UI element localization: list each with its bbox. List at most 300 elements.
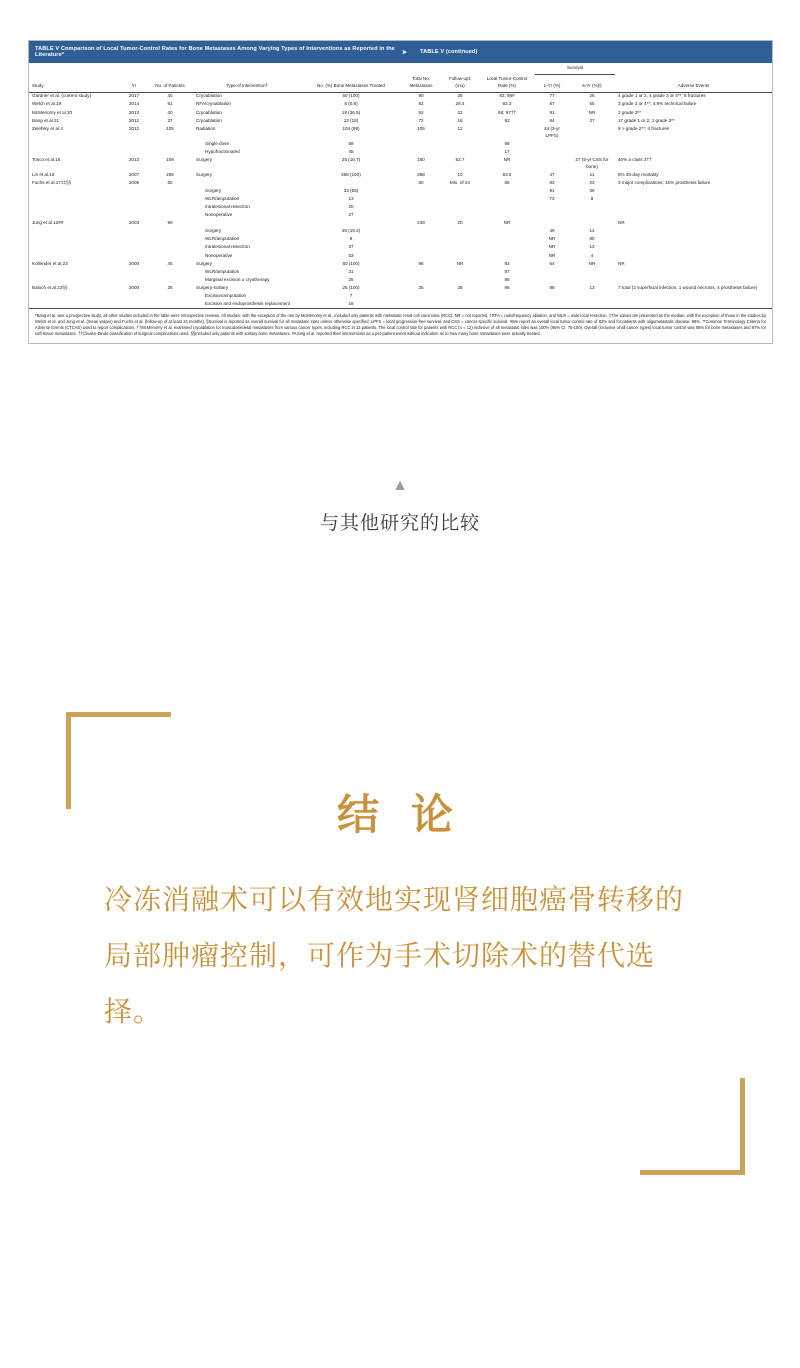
cell-adverse: NR xyxy=(618,220,625,226)
cell-adverse: NR xyxy=(618,260,625,266)
subcell-study xyxy=(29,140,121,148)
figure-caption: 与其他研究的比较 xyxy=(319,513,480,534)
subcell-study xyxy=(29,212,121,220)
subcell-control xyxy=(479,244,535,252)
subcell-intervention: Hypofractionated xyxy=(205,148,240,154)
cell-study: Zelefsky et al.4 xyxy=(32,125,63,131)
cell-patients: 295 xyxy=(166,171,174,177)
cell-bone_mets xyxy=(301,179,401,187)
cell-total: 239 xyxy=(417,220,425,226)
cell-followup: 12 xyxy=(457,125,463,131)
cell-yr5: 13 xyxy=(589,284,595,290)
cell-control: NR xyxy=(503,220,511,226)
subcell-bone_mets: 53 xyxy=(348,252,354,258)
subcell-control xyxy=(479,195,535,203)
col-surv-1yr: 1-Yr (%) xyxy=(535,74,569,92)
cell-control: 92.3 xyxy=(502,101,512,107)
subcell-yr xyxy=(121,236,147,244)
cell-yr: 2000 xyxy=(128,260,140,266)
subcell-followup xyxy=(441,212,479,220)
subcell-yr5: 8 xyxy=(590,195,594,201)
subcell-followup xyxy=(441,187,479,195)
table-card xyxy=(28,40,773,344)
col-intervention: Type of Intervention† xyxy=(193,74,301,92)
subcell-control xyxy=(479,300,535,308)
cell-yr5: 11 xyxy=(589,171,595,177)
table-head-group-row xyxy=(29,63,772,74)
cell-intervention: Surgery xyxy=(196,156,213,162)
subcell-intervention: WLR/amputation xyxy=(205,236,240,242)
subcell-total xyxy=(401,300,441,308)
subcell-yr1: NR xyxy=(548,236,556,242)
table-subrow xyxy=(29,203,772,211)
cell-yr5: 27 (5-yr CSS for bone) xyxy=(575,156,609,169)
subcell-yr1: 91 xyxy=(549,187,555,193)
subcell-yr xyxy=(121,276,147,284)
cell-followup: 22 xyxy=(457,109,463,115)
subcell-yr1 xyxy=(535,300,569,308)
cell-patients: 61 xyxy=(167,101,173,107)
subcell-yr5 xyxy=(569,212,615,220)
subcell-study xyxy=(29,252,121,260)
conclusion-title: 结 论 xyxy=(337,791,463,838)
subcell-adverse xyxy=(615,212,772,220)
cell-bone_mets: 8 (0.8) xyxy=(344,101,358,107)
subcell-total xyxy=(401,228,441,236)
subcell-total xyxy=(401,212,441,220)
subcell-yr xyxy=(121,300,147,308)
subcell-patients xyxy=(147,252,193,260)
table-subrow xyxy=(29,140,772,148)
cell-yr5 xyxy=(569,125,615,140)
cell-study: Jung et al.12## xyxy=(32,220,64,226)
cell-adverse: 4 grade 1 or 2, 4 grade 3 or 4**; 5 fractures xyxy=(618,93,706,99)
table-subrow xyxy=(29,276,772,284)
cell-control: 68; 97†† xyxy=(498,109,516,115)
cell-total: 90 xyxy=(418,93,424,99)
cell-intervention: Radiation xyxy=(196,125,216,131)
subcell-adverse xyxy=(615,148,772,156)
subcell-yr xyxy=(121,203,147,211)
subcell-yr5: 4 xyxy=(590,252,594,258)
cell-followup: Min. of 24 xyxy=(449,179,471,185)
subcell-patients xyxy=(147,236,193,244)
col-yr: Yr xyxy=(121,74,147,92)
table-header-left xyxy=(29,41,413,63)
cell-yr5: 27 xyxy=(589,117,595,123)
table-subrow xyxy=(29,268,772,276)
table-body xyxy=(29,92,772,308)
continue-arrow-icon: ➤ xyxy=(401,49,407,56)
cell-intervention: Surgery xyxy=(196,260,213,266)
subcell-yr5 xyxy=(569,300,615,308)
subcell-yr5 xyxy=(569,148,615,156)
subcell-control: 88 xyxy=(504,140,510,146)
subcell-patients xyxy=(147,195,193,203)
cell-study: McMenomy et al.20 xyxy=(32,109,73,115)
cell-adverse: 40% ≥ class 2†† xyxy=(618,156,652,162)
cell-followup: 35 xyxy=(457,93,463,99)
subcell-study xyxy=(29,203,121,211)
subcell-patients xyxy=(147,203,193,211)
table-row xyxy=(29,220,772,228)
subcell-intervention: Nonoperative xyxy=(205,212,233,218)
subcell-control xyxy=(479,292,535,300)
subcell-bone_mets: 46 (19.2) xyxy=(341,228,361,234)
cell-patients: 27 xyxy=(167,117,173,123)
cell-followup: 28 xyxy=(457,284,463,290)
subcell-bone_mets: 37 xyxy=(348,244,354,250)
subcell-followup xyxy=(441,203,479,211)
subcell-patients xyxy=(147,228,193,236)
subcell-adverse xyxy=(615,268,772,276)
subcell-yr xyxy=(121,212,147,220)
subcell-control xyxy=(479,236,535,244)
cell-intervention: Surgery xyxy=(196,171,213,177)
table-head-row xyxy=(29,74,772,92)
subcell-study xyxy=(29,228,121,236)
table-title: TABLE V Comparison of Local Tumor-Control Rates for Bone Metastases Among Varying Types of Interventions as Reported in the Literature* xyxy=(35,46,395,58)
table-footnote: *Bang et al. was a prospective study; all other studies included in the table were retrospective reviews. All studies, with the exception of the one by McMenomy et al., included only patients with metastatic renal cell carcinoma (RCC). NR = not reported, †RFA = radiofrequency ablation, and WLR = wide local resection. ‡The values are presented as the median, with the exception of those in the studies by Welch et al. and Jung et al. (mean values) and Fuchs et al. (follow-up of at least 24 months). §Survival is reported as overall survival for all metastatic sites unless otherwise specified; LPFS = local progression-free survival, and CSS = cancer-specific survival. #We report an overall local tumor-control rate of 82% and for patients with oligometastatic disease, 98%. **Common Terminology Criteria for Adverse Events (CTCAE) used to report complications. ††McMenomy et al. examined cryoablation for musculoskeletal metastases from various cancer types, including RCC in 12 patients. The local control rate for patients with RCC (n = 12) inclusive of all metastatic sites was 100% (95% CI, 76-100). Overall (inclusive of all cancer types) local tumor control was 68% for bone metastases and 97% for soft-tissue metastases. ††Clavien-Dindo classification of surgical complications used. §§Included only patients with solitary bone metastases. ##Jung et al. reported their interventions as a per-patient event without indication as to how many bone metastases were actually treated. xyxy=(29,308,772,343)
cell-yr5: 26 xyxy=(589,93,595,99)
table-figure xyxy=(28,40,773,344)
cell-bone_mets: 50 (100) xyxy=(342,260,360,266)
table-subrow xyxy=(29,187,772,195)
cell-control: 85 xyxy=(504,179,510,185)
subcell-followup xyxy=(441,236,479,244)
subcell-adverse xyxy=(615,292,772,300)
subcell-adverse xyxy=(615,195,772,203)
subcell-patients xyxy=(147,244,193,252)
subcell-yr xyxy=(121,292,147,300)
cell-adverse: 5% 30-day mortality xyxy=(618,171,659,177)
table-subrow xyxy=(29,195,772,203)
cell-bone_mets: 368 (100) xyxy=(341,171,361,177)
col-study: Study xyxy=(29,74,121,92)
cell-bone_mets xyxy=(301,220,401,228)
cell-yr1: 64 xyxy=(549,260,555,266)
table-row xyxy=(29,125,772,140)
cell-study: Gardner et al. (current study) xyxy=(32,93,91,99)
table-row xyxy=(29,171,772,179)
subcell-control: 97 xyxy=(504,268,510,274)
subcell-study xyxy=(29,195,121,203)
subcell-adverse xyxy=(615,244,772,252)
subcell-study xyxy=(29,268,121,276)
cell-bone_mets: 50 (100) xyxy=(342,93,360,99)
subcell-adverse xyxy=(615,252,772,260)
cell-yr1: 91 xyxy=(549,109,555,115)
subcell-adverse xyxy=(615,140,772,148)
cell-yr5 xyxy=(569,220,615,228)
table-subrow xyxy=(29,244,772,252)
subcell-adverse xyxy=(615,236,772,244)
cell-bone_mets: 13 (18) xyxy=(343,117,359,123)
subcell-total xyxy=(401,140,441,148)
subcell-bone_mets: 27 xyxy=(348,212,354,218)
cell-total: 150 xyxy=(417,156,425,162)
cell-yr1: 88 xyxy=(549,284,555,290)
subcell-yr5 xyxy=(569,203,615,211)
table-subrow xyxy=(29,228,772,236)
cell-yr: 2000 xyxy=(128,284,140,290)
subcell-control xyxy=(479,252,535,260)
subcell-patients xyxy=(147,276,193,284)
table-subrow xyxy=(29,300,772,308)
subcell-yr1: NR xyxy=(548,244,556,250)
cell-patients: 40 xyxy=(167,109,173,115)
cell-yr: 2005 xyxy=(128,179,140,185)
subcell-followup xyxy=(441,292,479,300)
subcell-study xyxy=(29,148,121,156)
cell-patients: 99 xyxy=(167,220,173,226)
subcell-yr xyxy=(121,148,147,156)
cell-followup: 28.4 xyxy=(455,101,465,107)
cell-yr: 2014 xyxy=(128,101,140,107)
subcell-yr xyxy=(121,195,147,203)
cell-yr1: 87 xyxy=(549,101,555,107)
subcell-yr5: 14 xyxy=(589,228,595,234)
cell-total: 368 xyxy=(417,171,425,177)
subcell-intervention: Nonoperative xyxy=(205,252,233,258)
subcell-study xyxy=(29,187,121,195)
subcell-study xyxy=(29,300,121,308)
subcell-total xyxy=(401,292,441,300)
cell-intervention: RFA/cryoablation xyxy=(196,101,231,107)
col-patients: No. of Patients xyxy=(147,74,193,92)
subcell-yr xyxy=(121,187,147,195)
cell-total: 105 xyxy=(417,125,425,131)
table-header-right: TABLE V (continued) xyxy=(413,41,772,63)
cell-intervention: Surgery-solitary xyxy=(196,284,229,290)
subcell-control xyxy=(479,187,535,195)
subcell-control xyxy=(479,228,535,236)
cell-yr5: 23 xyxy=(589,179,595,185)
cell-yr5: NR xyxy=(588,260,596,266)
cell-followup: 10 xyxy=(457,171,463,177)
subcell-patients xyxy=(147,187,193,195)
subcell-bone_mets: 20 xyxy=(348,204,354,210)
subcell-intervention: Intralesional resection xyxy=(205,204,250,210)
conclusion-body: 冷冻消融术可以有效地实现肾细胞癌骨转移的局部肿瘤控制，可作为手术切除术的替代选择。 xyxy=(104,884,685,1027)
cell-yr: 2012 xyxy=(128,117,140,123)
subcell-total xyxy=(401,244,441,252)
subcell-followup xyxy=(441,195,479,203)
table-header-bar xyxy=(29,41,772,63)
cell-control: 93.6 xyxy=(502,171,512,177)
table-row xyxy=(29,101,772,109)
subcell-intervention: Excision/amputation xyxy=(205,292,247,298)
subcell-adverse xyxy=(615,187,772,195)
subcell-adverse xyxy=(615,300,772,308)
subcell-followup xyxy=(441,244,479,252)
subcell-yr xyxy=(121,252,147,260)
subcell-followup xyxy=(441,268,479,276)
subcell-intervention: Single dose xyxy=(205,140,230,146)
subcell-yr5: 36 xyxy=(589,187,595,193)
subcell-adverse xyxy=(615,203,772,211)
subcell-yr1 xyxy=(535,276,569,284)
table-subrow xyxy=(29,148,772,156)
subcell-yr xyxy=(121,268,147,276)
cell-bone_mets: 25 (100) xyxy=(342,284,360,290)
col-surv-5yr: 5-Yr (%)§ xyxy=(569,74,615,92)
cell-followup: 20 xyxy=(457,220,463,226)
cell-patients: 109 xyxy=(166,156,174,162)
subcell-yr5 xyxy=(569,268,615,276)
subcell-intervention: Marginal excision ± cryotherapy xyxy=(205,276,270,282)
subcell-bone_mets: 13 xyxy=(348,195,354,201)
subcell-patients xyxy=(147,212,193,220)
cell-patients: 25 xyxy=(167,284,173,290)
cell-yr5: NR xyxy=(588,109,596,115)
col-group-survival: Survival xyxy=(535,63,615,74)
cell-bone_mets: 104 (99) xyxy=(342,125,360,131)
cell-yr1: 84 xyxy=(549,117,555,123)
cell-control: 82; 98# xyxy=(499,93,515,99)
subcell-total xyxy=(401,236,441,244)
col-bone-mets: No. (%) Bone Metastases Treated xyxy=(301,74,401,92)
cell-total: 82 xyxy=(418,101,424,107)
bracket-bottom-right-decoration xyxy=(640,1078,745,1175)
subcell-yr5: 13 xyxy=(589,244,595,250)
subcell-yr xyxy=(121,228,147,236)
table-subrow xyxy=(29,236,772,244)
subcell-yr1 xyxy=(535,203,569,211)
cell-adverse: 7 total (2 superficial infection, 1 wound necrosis, 4 prosthesis failure) xyxy=(618,284,758,290)
cell-study: Fuchs et al.17‡‡§§ xyxy=(32,179,72,185)
cell-study: Kollender et al.23 xyxy=(32,260,68,266)
subcell-total xyxy=(401,252,441,260)
cell-adverse: 3 major complications; 15% prosthesis failure xyxy=(618,179,711,185)
cell-intervention: Cryoablation xyxy=(196,109,222,115)
cell-yr: 2003 xyxy=(128,220,140,226)
subcell-total xyxy=(401,203,441,211)
subcell-yr5 xyxy=(569,276,615,284)
subcell-bone_mets: 7 xyxy=(349,292,353,298)
subcell-total xyxy=(401,195,441,203)
table-subrow xyxy=(29,252,772,260)
subcell-control xyxy=(479,212,535,220)
subcell-control: 17 xyxy=(504,148,510,154)
subcell-yr1: 49 xyxy=(549,228,555,234)
cell-bone_mets: 19 (36.5) xyxy=(341,109,361,115)
cell-control: NR xyxy=(503,156,511,162)
subcell-followup xyxy=(441,148,479,156)
cell-adverse: 2 grade 3** xyxy=(618,109,641,115)
subcell-study xyxy=(29,236,121,244)
table-row xyxy=(29,92,772,101)
subcell-intervention: WLR/amputation xyxy=(205,195,240,201)
subcell-intervention: Excision and endoprosthesis replacement xyxy=(205,301,291,306)
subcell-bone_mets: 59 xyxy=(348,140,354,146)
subcell-bone_mets: 31 xyxy=(348,268,354,274)
cell-study: Bang et al.21 xyxy=(32,117,60,123)
cell-yr5: 55 xyxy=(589,101,595,107)
subcell-yr5 xyxy=(569,140,615,148)
cell-patients: 105 xyxy=(166,125,174,131)
subcell-control xyxy=(479,203,535,211)
cell-control: 92 xyxy=(504,117,510,123)
cell-total: 96 xyxy=(418,260,424,266)
subcell-bone_mets: 33 (55) xyxy=(343,187,359,193)
subcell-patients xyxy=(147,300,193,308)
cell-study: Lin et al.18 xyxy=(32,171,55,177)
table-row xyxy=(29,284,772,292)
cell-yr1 xyxy=(535,156,569,171)
subcell-bone_mets: 9 xyxy=(349,236,353,242)
subcell-control: 88 xyxy=(504,276,510,282)
subcell-followup xyxy=(441,252,479,260)
subcell-patients xyxy=(147,140,193,148)
table-row xyxy=(29,260,772,268)
subcell-total xyxy=(401,268,441,276)
subcell-yr5: 80 xyxy=(589,236,595,242)
subcell-yr1 xyxy=(535,148,569,156)
subcell-yr5 xyxy=(569,292,615,300)
cell-intervention: Cryoablation xyxy=(196,117,222,123)
table-subrow xyxy=(29,292,772,300)
cell-yr: 2013 xyxy=(128,156,140,162)
subcell-total xyxy=(401,187,441,195)
subcell-followup xyxy=(441,300,479,308)
cell-control: 93 xyxy=(504,260,510,266)
cell-intervention xyxy=(193,220,301,228)
table-row xyxy=(29,117,772,125)
cell-adverse: 9 > grade 2**; 4 fractures xyxy=(618,125,670,131)
cell-study: Baloch et al.22§§ xyxy=(32,284,68,290)
cell-adverse: 17 grade 1 or 2, 1 grade 3** xyxy=(618,117,675,123)
cell-yr1: 77 xyxy=(549,93,555,99)
subcell-yr1 xyxy=(535,212,569,220)
subcell-study xyxy=(29,276,121,284)
subcell-bone_mets: 18 xyxy=(348,301,354,306)
table-subrow xyxy=(29,212,772,220)
cell-intervention: Cryoablation xyxy=(196,93,222,99)
cell-total: 52 xyxy=(418,109,424,115)
subcell-yr xyxy=(121,140,147,148)
cell-yr: 2012 xyxy=(128,125,140,131)
cell-control: 96 xyxy=(504,284,510,290)
cell-total: 25 xyxy=(418,284,424,290)
cell-yr1 xyxy=(535,220,569,228)
cell-total: 72 xyxy=(418,117,424,123)
up-arrow-icon: ▲ xyxy=(392,477,408,494)
cell-yr1: 44 (3-yr LPFS) xyxy=(544,125,560,138)
comparison-table xyxy=(29,63,772,308)
cell-total: 60 xyxy=(418,179,424,185)
col-followup: Follow-up‡ (mo) xyxy=(441,74,479,92)
subcell-adverse xyxy=(615,228,772,236)
subcell-total xyxy=(401,276,441,284)
subcell-followup xyxy=(441,276,479,284)
cell-control xyxy=(479,125,535,140)
subcell-followup xyxy=(441,140,479,148)
subcell-yr1: 73 xyxy=(549,195,555,201)
cell-followup: 52.7 xyxy=(455,156,465,162)
cell-intervention xyxy=(193,179,301,187)
cell-followup: NR xyxy=(456,260,464,266)
table-row xyxy=(29,179,772,187)
subcell-total xyxy=(401,148,441,156)
subcell-yr1 xyxy=(535,292,569,300)
subcell-study xyxy=(29,292,121,300)
subcell-yr1 xyxy=(535,140,569,148)
subcell-bone_mets: 45 xyxy=(348,148,354,154)
cell-followup: 16 xyxy=(457,117,463,123)
subcell-yr xyxy=(121,244,147,252)
subcell-yr1 xyxy=(535,268,569,276)
